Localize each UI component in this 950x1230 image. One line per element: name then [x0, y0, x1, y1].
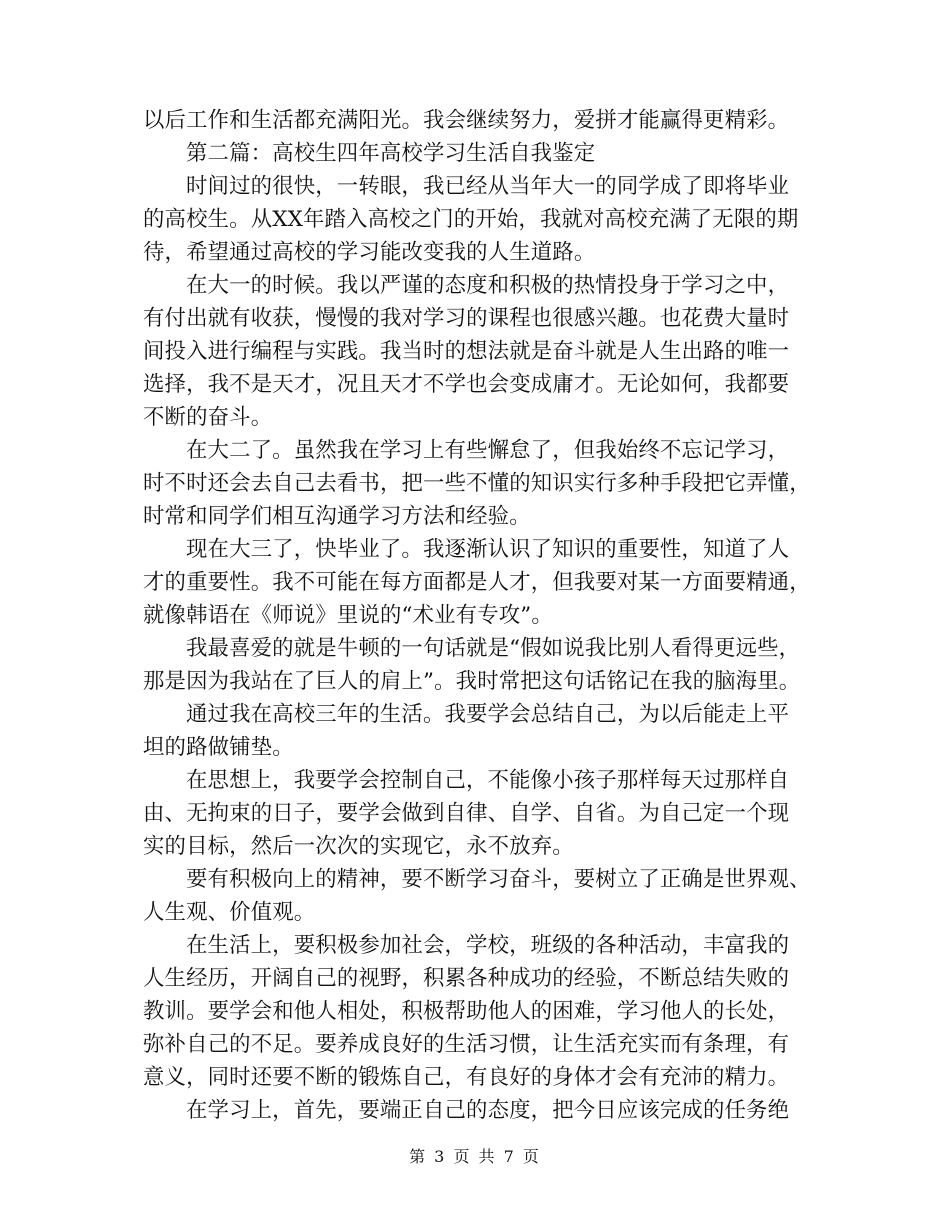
text-line: 第二篇：高校生四年高校学习生活自我鉴定: [186, 141, 596, 166]
text-line: 那是因为我站在了巨人的肩上”。我时常把这句话铭记在我的脑海里。: [143, 669, 801, 694]
text-line: 就像韩语在《师说》里说的“术业有专攻”。: [143, 603, 553, 628]
text-line: 在大二了。虽然我在学习上有些懈怠了，但我始终不忘记学习，: [186, 438, 790, 463]
text-line: 时间过的很快，一转眼，我已经从当年大一的同学成了即将毕业: [186, 174, 790, 199]
text-line: 弥补自己的不足。要养成良好的生活习惯，让生活充实而有条理，有: [143, 1032, 790, 1057]
text-line: 教训。要学会和他人相处，积极帮助他人的困难，学习他人的长处，: [143, 999, 790, 1024]
text-line: 不断的奋斗。: [143, 405, 273, 430]
text-line: 待，希望通过高校的学习能改变我的人生道路。: [143, 240, 596, 265]
page-footer: 第 3 页 共 7 页: [409, 1147, 541, 1166]
text-line: 由、无拘束的日子，要学会做到自律、自学、自省。为自己定一个现: [143, 801, 790, 826]
text-line: 时不时还会去自己去看书，把一些不懂的知识实行多种手段把它弄懂，: [143, 471, 811, 496]
text-line: 人生经历，开阔自己的视野，积累各种成功的经验，不断总结失败的: [143, 966, 790, 991]
text-line: 坦的路做铺垫。: [143, 735, 294, 760]
document-body: [143, 104, 823, 1127]
text-line: 的高校生。从XX年踏入高校之门的开始，我就对高校充满了无限的期: [143, 207, 799, 232]
text-line: 间投入进行编程与实践。我当时的想法就是奋斗就是人生出路的唯一: [143, 339, 790, 364]
text-line: 才的重要性。我不可能在每方面都是人才，但我要对某一方面要精通，: [143, 570, 811, 595]
text-line: 以后工作和生活都充满阳光。我会继续努力，爱拼才能赢得更精彩。: [143, 108, 790, 133]
text-line: 有付出就有收获，慢慢的我对学习的课程也很感兴趣。也花费大量时: [143, 306, 790, 331]
text-line: 在学习上，首先，要端正自己的态度，把今日应该完成的任务绝: [186, 1098, 790, 1123]
text-line: 在生活上，要积极参加社会，学校，班级的各种活动，丰富我的: [186, 933, 790, 958]
text-line: 现在大三了，快毕业了。我逐渐认识了知识的重要性，知道了人: [186, 537, 790, 562]
text-line: 通过我在高校三年的生活。我要学会总结自己，为以后能走上平: [186, 702, 790, 727]
text-line: 人生观、价值观。: [143, 900, 316, 925]
text-line: 时常和同学们相互沟通学习方法和经验。: [143, 504, 531, 529]
text-line: 在大一的时候。我以严谨的态度和积极的热情投身于学习之中，: [186, 273, 790, 298]
text-line: 要有积极向上的精神，要不断学习奋斗，要树立了正确是世界观、: [186, 867, 811, 892]
text-line: 选择，我不是天才，况且天才不学也会变成庸才。无论如何，我都要: [143, 372, 790, 397]
text-line: 意义，同时还要不断的锻炼自己，有良好的身体才会有充沛的精力。: [143, 1065, 790, 1090]
text-line: 实的目标，然后一次次的实现它，永不放弃。: [143, 834, 574, 859]
text-line: 在思想上，我要学会控制自己，不能像小孩子那样每天过那样自: [186, 768, 790, 793]
text-line: 我最喜爱的就是牛顿的一句话就是“假如说我比别人看得更远些，: [186, 636, 801, 661]
